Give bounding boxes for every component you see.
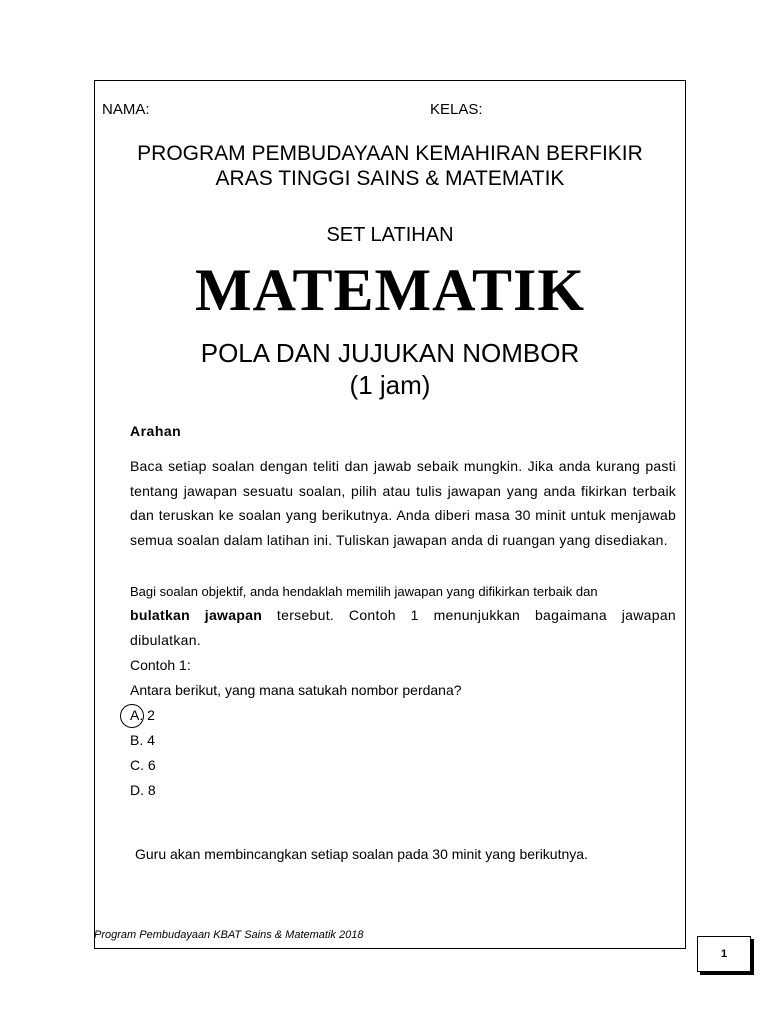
instructions-heading: Arahan [130,423,182,439]
bold-instruction: bulatkan jawapan [130,607,263,623]
example-question: Antara berikut, yang mana satukah nombor perdana? [130,682,462,698]
program-title-line2: ARAS TINGGI SAINS & MATEMATIK [215,167,565,190]
kelas-label: KELAS: [430,101,483,118]
instructions-paragraph-1: Baca setiap soalan dengan teliti dan jawab sebaik mungkin. Jika anda kurang pasti tentang jawapan sesuatu soalan, pilih atau tulis jawapan yang anda fikirkan terbaik dan teruskan ke soalan yang berikutnya. Anda diberi masa 30 minit untuk menjawab semua soalan dalam latihan ini. Tuliskan jawapan anda di ruangan yang disediakan. [130,458,676,549]
instructions-paragraph-2: Bagi soalan objektif, anda hendaklah memilih jawapan yang difikirkan terbaik dan [130,584,598,599]
footer-text: Program Pembudayaan KBAT Sains & Matematik 2018 [94,929,364,941]
set-label: SET LATIHAN [326,224,454,246]
option-a: A. 2 [130,707,155,723]
topic-title: POLA DAN JUJUKAN NOMBOR [200,338,580,368]
option-d: D. 8 [130,782,156,798]
closing-note: Guru akan membincangkan setiap soalan pada 30 minit yang berikutnya. [135,846,588,862]
option-b: B. 4 [130,732,155,748]
instructions-paragraph-3 [130,603,676,653]
page-number: 1 [697,936,751,972]
subject-title: MATEMATIK [194,257,586,323]
option-c: C. 6 [130,757,156,773]
instruction-rest: tersebut. Contoh 1 menunjukkan bagaimana jawapan dibulatkan. [130,607,676,648]
example-label: Contoh 1: [130,657,191,673]
duration: (1 jam) [349,370,431,400]
nama-label: NAMA: [102,101,150,118]
program-title-line1: PROGRAM PEMBUDAYAAN KEMAHIRAN BERFIKIR [137,142,643,165]
